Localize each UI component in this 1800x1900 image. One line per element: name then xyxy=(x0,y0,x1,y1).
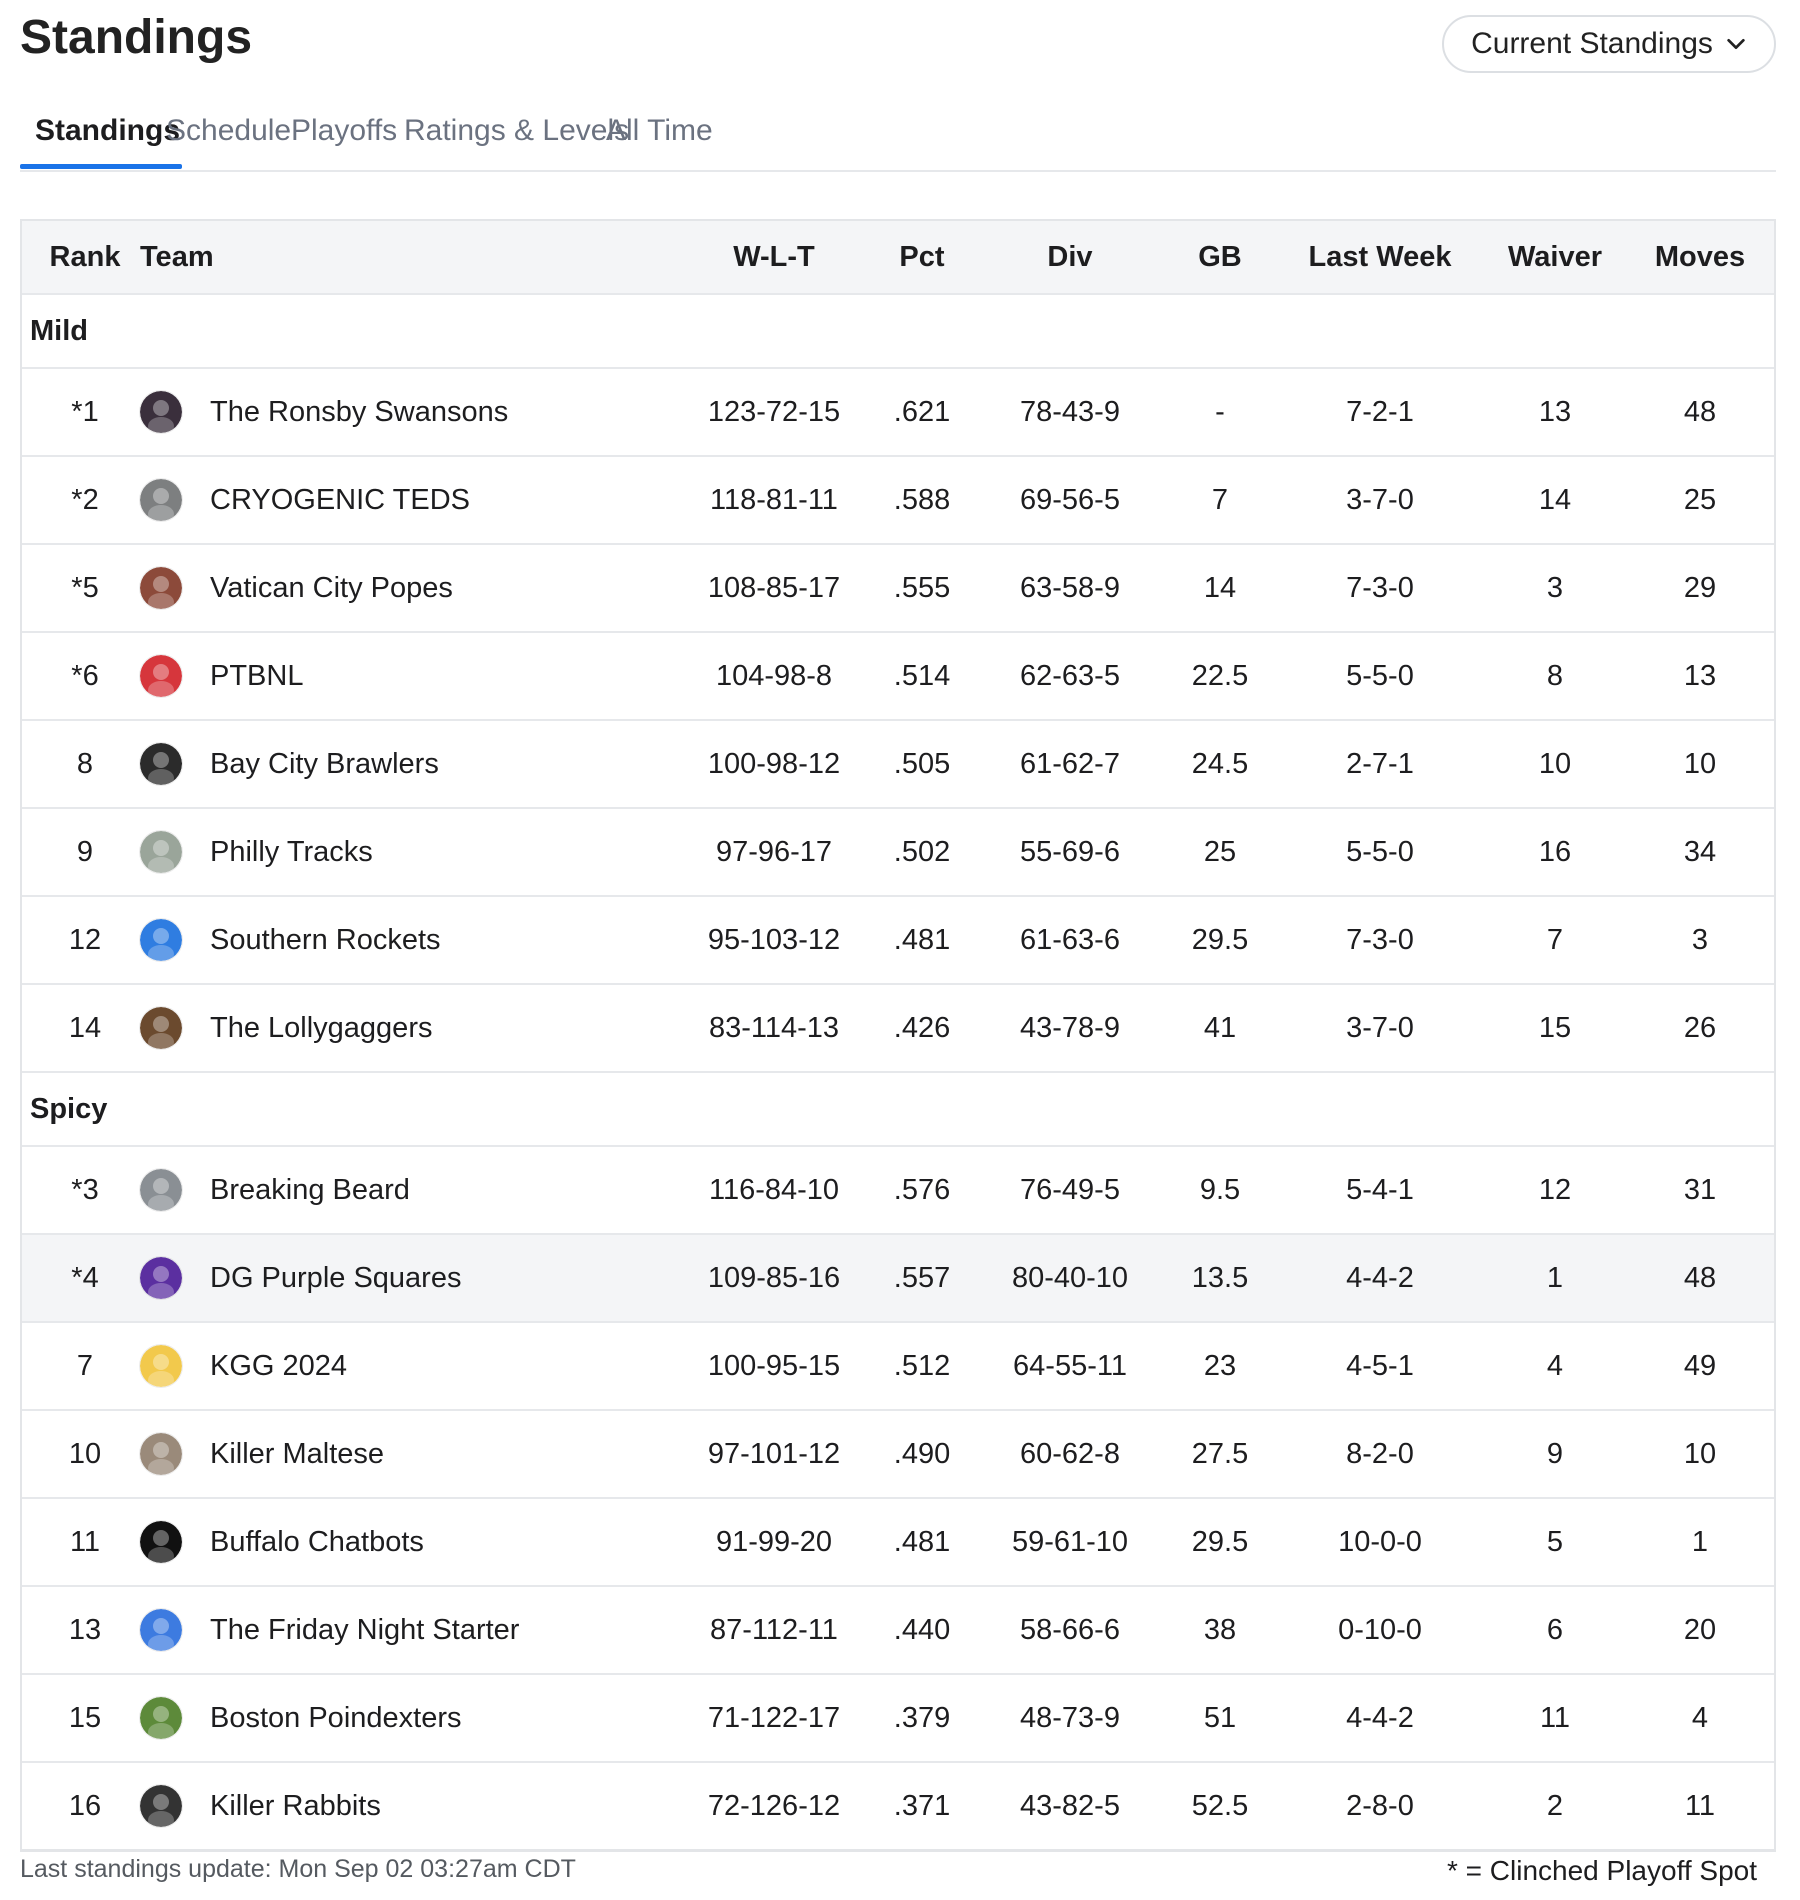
pct-cell: .502 xyxy=(893,835,951,868)
team-name-link[interactable]: PTBNL xyxy=(210,659,304,692)
rank-cell: *4 xyxy=(71,1261,99,1294)
last-week-cell: 2-7-1 xyxy=(1346,747,1414,780)
last-week-cell: 4-4-2 xyxy=(1346,1261,1414,1294)
pct-cell: .576 xyxy=(893,1173,951,1206)
poindexter-avatar-icon[interactable] xyxy=(140,1697,182,1739)
waiver-cell: 3 xyxy=(1546,571,1564,604)
col-header-wlt[interactable]: W-L-T xyxy=(733,240,815,273)
team-name-link[interactable]: Philly Tracks xyxy=(210,835,373,868)
pct-cell: .557 xyxy=(893,1261,951,1294)
last-update-text: Last standings update: Mon Sep 02 03:27am CDT xyxy=(20,1855,576,1883)
beard-avatar-icon[interactable] xyxy=(140,1169,182,1211)
team-name-link[interactable]: The Lollygaggers xyxy=(210,1011,433,1044)
rank-cell: *3 xyxy=(71,1173,99,1206)
team-cell xyxy=(140,1235,680,1321)
team-name-link[interactable]: Buffalo Chatbots xyxy=(210,1525,424,1558)
team-cell xyxy=(140,545,680,631)
gb-cell: 29.5 xyxy=(1191,1525,1249,1558)
pct-cell: .490 xyxy=(893,1437,951,1470)
moves-cell: 48 xyxy=(1683,395,1717,428)
table-row[interactable] xyxy=(22,809,1774,897)
col-header-moves[interactable]: Moves xyxy=(1654,240,1746,273)
team-cell xyxy=(140,1323,680,1409)
table-row[interactable] xyxy=(22,1411,1774,1499)
wlt-cell: 118-81-11 xyxy=(710,483,838,516)
rank-cell: *1 xyxy=(71,395,99,428)
chevron-down-icon xyxy=(1725,33,1747,55)
wlt-cell: 83-114-13 xyxy=(708,1011,840,1044)
tab-standings[interactable]: Standings xyxy=(35,114,181,147)
rank-cell: 10 xyxy=(68,1437,102,1470)
team-cell xyxy=(140,985,680,1071)
moves-cell: 10 xyxy=(1683,1437,1717,1470)
col-header-div[interactable]: Div xyxy=(1047,240,1093,273)
pct-cell: .588 xyxy=(893,483,951,516)
lollygagger-avatar-icon[interactable] xyxy=(140,1007,182,1049)
team-name-link[interactable]: Southern Rockets xyxy=(210,923,441,956)
rank-cell: *5 xyxy=(71,571,99,604)
waiver-cell: 16 xyxy=(1538,835,1572,868)
div-record-cell: 59-61-10 xyxy=(1011,1525,1129,1558)
col-header-pct[interactable]: Pct xyxy=(899,240,945,273)
team-name-link[interactable]: Vatican City Popes xyxy=(210,571,453,604)
table-row[interactable] xyxy=(22,457,1774,545)
clinched-legend: * = Clinched Playoff Spot xyxy=(1446,1855,1757,1886)
dropdown-label: Current Standings xyxy=(1471,27,1713,60)
col-header-rank[interactable]: Rank xyxy=(49,240,121,273)
gb-cell: - xyxy=(1215,395,1225,428)
team-cell xyxy=(140,1411,680,1497)
gb-cell: 13.5 xyxy=(1191,1261,1249,1294)
wlt-cell: 97-96-17 xyxy=(715,835,833,868)
table-row[interactable] xyxy=(22,1235,1774,1323)
team-name-link[interactable]: Boston Poindexters xyxy=(210,1701,462,1734)
div-record-cell: 62-63-5 xyxy=(1020,659,1120,692)
maltese-avatar-icon[interactable] xyxy=(140,1433,182,1475)
team-name-link[interactable]: KGG 2024 xyxy=(210,1349,348,1382)
moves-cell: 3 xyxy=(1691,923,1709,956)
col-header-last-week[interactable]: Last Week xyxy=(1308,240,1452,273)
last-week-cell: 7-2-1 xyxy=(1346,395,1414,428)
team-name-link[interactable]: The Friday Night Starter xyxy=(210,1613,520,1646)
last-week-cell: 7-3-0 xyxy=(1346,571,1414,604)
pct-cell: .514 xyxy=(893,659,951,692)
last-week-cell: 5-5-0 xyxy=(1346,835,1414,868)
division-row xyxy=(22,295,1774,369)
active-tab-indicator xyxy=(20,164,182,169)
waiver-cell: 10 xyxy=(1538,747,1572,780)
rank-cell: 8 xyxy=(76,747,94,780)
moves-cell: 10 xyxy=(1683,747,1717,780)
team-cell xyxy=(140,457,680,543)
tracks-avatar-icon[interactable] xyxy=(140,831,182,873)
gb-cell: 9.5 xyxy=(1199,1173,1241,1206)
last-week-cell: 4-4-2 xyxy=(1346,1701,1414,1734)
gb-cell: 38 xyxy=(1203,1613,1237,1646)
pct-cell: .505 xyxy=(893,747,951,780)
gb-cell: 29.5 xyxy=(1191,923,1249,956)
waiver-cell: 13 xyxy=(1538,395,1572,428)
div-record-cell: 78-43-9 xyxy=(1020,395,1120,428)
moves-cell: 11 xyxy=(1684,1789,1716,1822)
team-cell xyxy=(140,1587,680,1673)
kgg-avatar-icon[interactable] xyxy=(140,1345,182,1387)
waiver-cell: 5 xyxy=(1546,1525,1564,1558)
team-name-link[interactable]: CRYOGENIC TEDS xyxy=(210,483,470,516)
team-cell xyxy=(140,1147,680,1233)
wlt-cell: 95-103-12 xyxy=(707,923,841,956)
rank-cell: 16 xyxy=(68,1789,102,1822)
division-row xyxy=(22,1073,1774,1147)
standings-table xyxy=(20,219,1776,1852)
div-record-cell: 61-62-7 xyxy=(1020,747,1120,780)
wlt-cell: 91-99-20 xyxy=(715,1525,833,1558)
table-row[interactable] xyxy=(22,545,1774,633)
team-cell xyxy=(140,897,680,983)
div-record-cell: 48-73-9 xyxy=(1020,1701,1120,1734)
pct-cell: .440 xyxy=(893,1613,951,1646)
waiver-cell: 6 xyxy=(1546,1613,1564,1646)
gb-cell: 23 xyxy=(1203,1349,1237,1382)
rank-cell: *6 xyxy=(71,659,99,692)
waiver-cell: 9 xyxy=(1546,1437,1564,1470)
gb-cell: 51 xyxy=(1203,1701,1237,1734)
team-name-link[interactable]: The Ronsby Swansons xyxy=(210,395,509,428)
pct-cell: .621 xyxy=(893,395,951,428)
team-cell xyxy=(140,633,680,719)
waiver-cell: 12 xyxy=(1538,1173,1572,1206)
waiver-cell: 11 xyxy=(1539,1701,1571,1734)
tab-playoffs[interactable]: Playoffs xyxy=(291,114,398,147)
division-label: Spicy xyxy=(30,1092,108,1125)
team-cell xyxy=(140,369,680,455)
pct-cell: .555 xyxy=(893,571,951,604)
table-row[interactable] xyxy=(22,1587,1774,1675)
pct-cell: .512 xyxy=(893,1349,951,1382)
wlt-cell: 100-95-15 xyxy=(707,1349,841,1382)
div-record-cell: 80-40-10 xyxy=(1011,1261,1129,1294)
last-week-cell: 10-0-0 xyxy=(1338,1525,1422,1558)
moves-cell: 1 xyxy=(1691,1525,1709,1558)
team-cell xyxy=(140,1499,680,1585)
wlt-cell: 104-98-8 xyxy=(715,659,833,692)
pct-cell: .371 xyxy=(893,1789,951,1822)
div-record-cell: 76-49-5 xyxy=(1020,1173,1120,1206)
team-name-link[interactable]: DG Purple Squares xyxy=(210,1261,462,1294)
waiver-cell: 7 xyxy=(1546,923,1564,956)
last-week-cell: 2-8-0 xyxy=(1346,1789,1414,1822)
waiver-cell: 4 xyxy=(1546,1349,1564,1382)
moves-cell: 31 xyxy=(1683,1173,1717,1206)
starter-avatar-icon[interactable] xyxy=(140,1609,182,1651)
table-row[interactable] xyxy=(22,369,1774,457)
gb-cell: 22.5 xyxy=(1191,659,1249,692)
moves-cell: 29 xyxy=(1683,571,1717,604)
team-name-link[interactable]: Killer Maltese xyxy=(210,1437,385,1470)
cryogenic-avatar-icon[interactable] xyxy=(140,479,182,521)
last-week-cell: 5-5-0 xyxy=(1346,659,1414,692)
div-record-cell: 69-56-5 xyxy=(1020,483,1120,516)
rank-cell: 15 xyxy=(68,1701,102,1734)
gb-cell: 52.5 xyxy=(1191,1789,1249,1822)
moves-cell: 26 xyxy=(1683,1011,1717,1044)
tab-bar xyxy=(20,100,1776,172)
table-row[interactable] xyxy=(22,985,1774,1073)
gb-cell: 14 xyxy=(1203,571,1237,604)
wlt-cell: 100-98-12 xyxy=(707,747,841,780)
div-record-cell: 43-82-5 xyxy=(1020,1789,1120,1822)
table-header-row xyxy=(22,221,1774,295)
waiver-cell: 1 xyxy=(1546,1261,1564,1294)
gb-cell: 7 xyxy=(1211,483,1229,516)
gb-cell: 25 xyxy=(1203,835,1237,868)
wlt-cell: 71-122-17 xyxy=(707,1701,841,1734)
wlt-cell: 108-85-17 xyxy=(707,571,841,604)
rabbit-avatar-icon[interactable] xyxy=(140,1785,182,1827)
team-cell xyxy=(140,1675,680,1761)
div-record-cell: 64-55-11 xyxy=(1013,1349,1127,1382)
rank-cell: 13 xyxy=(68,1613,102,1646)
last-week-cell: 4-5-1 xyxy=(1346,1349,1414,1382)
last-week-cell: 8-2-0 xyxy=(1346,1437,1414,1470)
pct-cell: .481 xyxy=(893,923,951,956)
gb-cell: 24.5 xyxy=(1191,747,1249,780)
rocket-avatar-icon[interactable] xyxy=(140,919,182,961)
team-cell xyxy=(140,809,680,895)
col-header-gb[interactable]: GB xyxy=(1198,240,1242,273)
tab-schedule[interactable]: Schedule xyxy=(166,114,292,147)
div-record-cell: 61-63-6 xyxy=(1020,923,1120,956)
pct-cell: .379 xyxy=(893,1701,951,1734)
gb-cell: 27.5 xyxy=(1191,1437,1249,1470)
wlt-cell: 87-112-11 xyxy=(710,1613,838,1646)
tab-ratings-levels[interactable]: Ratings & Levels xyxy=(404,114,630,147)
col-header-waiver[interactable]: Waiver xyxy=(1507,240,1603,273)
table-row[interactable] xyxy=(22,721,1774,809)
ronsby-avatar-icon[interactable] xyxy=(140,391,182,433)
team-name-link[interactable]: Breaking Beard xyxy=(210,1173,410,1206)
pct-cell: .426 xyxy=(893,1011,951,1044)
last-week-cell: 7-3-0 xyxy=(1346,923,1414,956)
table-row[interactable] xyxy=(22,1499,1774,1587)
team-cell xyxy=(140,721,680,807)
last-week-cell: 3-7-0 xyxy=(1346,1011,1414,1044)
table-row[interactable] xyxy=(22,633,1774,721)
last-week-cell: 5-4-1 xyxy=(1346,1173,1414,1206)
div-record-cell: 60-62-8 xyxy=(1020,1437,1120,1470)
rank-cell: *2 xyxy=(71,483,99,516)
purple-squares-avatar-icon[interactable] xyxy=(140,1257,182,1299)
moves-cell: 48 xyxy=(1683,1261,1717,1294)
page-title: Standings xyxy=(20,11,253,64)
col-header-team[interactable]: Team xyxy=(140,240,214,273)
div-record-cell: 55-69-6 xyxy=(1020,835,1120,868)
team-cell xyxy=(140,1763,680,1849)
rank-cell: 7 xyxy=(76,1349,94,1382)
wlt-cell: 97-101-12 xyxy=(707,1437,841,1470)
moves-cell: 20 xyxy=(1683,1613,1717,1646)
table-row[interactable] xyxy=(22,897,1774,985)
tab-all-time[interactable]: All Time xyxy=(606,114,713,147)
table-row[interactable] xyxy=(22,1675,1774,1763)
waiver-cell: 2 xyxy=(1546,1789,1564,1822)
table-row[interactable] xyxy=(22,1147,1774,1235)
current-standings-dropdown[interactable] xyxy=(1442,15,1776,73)
div-record-cell: 63-58-9 xyxy=(1020,571,1120,604)
pct-cell: .481 xyxy=(893,1525,951,1558)
rank-cell: 9 xyxy=(76,835,94,868)
moves-cell: 49 xyxy=(1683,1349,1717,1382)
gb-cell: 41 xyxy=(1203,1011,1237,1044)
div-record-cell: 43-78-9 xyxy=(1020,1011,1120,1044)
waiver-cell: 14 xyxy=(1538,483,1572,516)
moves-cell: 4 xyxy=(1691,1701,1709,1734)
rank-cell: 11 xyxy=(69,1525,101,1558)
wlt-cell: 116-84-10 xyxy=(708,1173,840,1206)
team-name-link[interactable]: Killer Rabbits xyxy=(210,1789,381,1822)
last-week-cell: 3-7-0 xyxy=(1346,483,1414,516)
waiver-cell: 15 xyxy=(1538,1011,1572,1044)
table-row[interactable] xyxy=(22,1763,1774,1849)
moves-cell: 34 xyxy=(1683,835,1717,868)
last-week-cell: 0-10-0 xyxy=(1338,1613,1422,1646)
moves-cell: 13 xyxy=(1683,659,1717,692)
wlt-cell: 72-126-12 xyxy=(707,1789,841,1822)
waiver-cell: 8 xyxy=(1546,659,1564,692)
wlt-cell: 123-72-15 xyxy=(707,395,841,428)
table-row[interactable] xyxy=(22,1323,1774,1411)
rank-cell: 12 xyxy=(68,923,102,956)
division-label: Mild xyxy=(30,314,88,347)
moves-cell: 25 xyxy=(1683,483,1717,516)
pope-avatar-icon[interactable] xyxy=(140,567,182,609)
div-record-cell: 58-66-6 xyxy=(1020,1613,1120,1646)
team-name-link[interactable]: Bay City Brawlers xyxy=(210,747,439,780)
wlt-cell: 109-85-16 xyxy=(707,1261,841,1294)
chatbot-avatar-icon[interactable] xyxy=(140,1521,182,1563)
brawler-avatar-icon[interactable] xyxy=(140,743,182,785)
rank-cell: 14 xyxy=(68,1011,102,1044)
helmet-avatar-icon[interactable] xyxy=(140,655,182,697)
